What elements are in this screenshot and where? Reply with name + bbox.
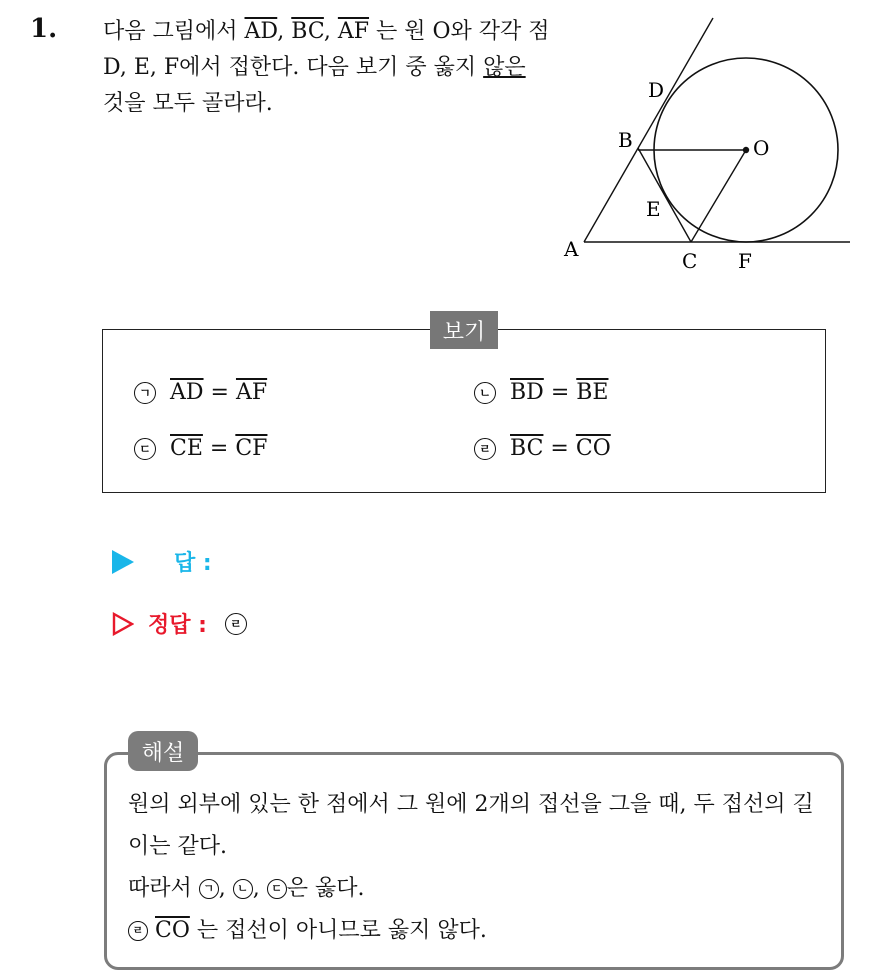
bogi-item-3 (134, 436, 267, 461)
question-text (103, 14, 553, 122)
lhs: $\overline{BC}$ (510, 436, 544, 461)
op: = (210, 380, 229, 405)
correct-answer-label: 정답 : (148, 613, 207, 638)
label-f: F (738, 249, 752, 273)
explanation-text (128, 784, 828, 952)
mark-icon: ㄷ (134, 438, 156, 460)
bogi-item-4 (474, 436, 611, 461)
lhs: $\overline{AD}$ (170, 380, 204, 405)
sep1: , (277, 19, 292, 44)
mark-icon: ㄹ (128, 921, 148, 941)
segment-co: $\overline{CO}$ (155, 918, 190, 943)
mark-icon: ㄴ (474, 382, 496, 404)
label-c: C (682, 249, 698, 273)
rhs: $\overline{CF}$ (235, 436, 268, 461)
label-b: B (618, 128, 633, 152)
rhs: $\overline{CO}$ (575, 436, 611, 461)
answer-label: 답 : (174, 551, 212, 576)
bogi-item-1 (134, 380, 267, 405)
explanation-line4 (128, 910, 828, 952)
explanation-line3: 따라서 ㄱ , ㄴ , ㄷ 은 옳다. (128, 876, 365, 901)
correct-mark-icon: ㄹ (225, 613, 247, 635)
mark-icon: ㄴ (233, 879, 253, 899)
line-oc (691, 150, 746, 242)
op: = (209, 436, 229, 461)
rhs: $\overline{AF}$ (235, 380, 268, 405)
question-text-mid: 는 원 O와 각각 점 D, E, F에서 접한다. 다음 보기 중 옳지 (103, 19, 550, 80)
bogi-title: 보기 (430, 311, 498, 349)
rhs: $\overline{BE}$ (576, 380, 609, 405)
question-number: 1. (30, 14, 58, 44)
label-a: A (564, 237, 579, 261)
mark-icon: ㄹ (474, 438, 496, 460)
question-text-post: 것을 모두 골라라. (103, 91, 273, 116)
op: = (550, 436, 569, 461)
segment-bc: $\overline{BC}$ (291, 19, 324, 44)
question-text-pre: 다음 그림에서 (103, 19, 245, 44)
segment-ad: $\overline{AD}$ (244, 19, 278, 44)
explanation-title: 해설 (128, 731, 198, 771)
line-bc (638, 148, 691, 242)
op: = (550, 380, 570, 405)
center-point (743, 147, 749, 153)
label-d: D (648, 78, 665, 102)
lhs: $\overline{CE}$ (170, 436, 203, 461)
line3-post: 은 옳다. (286, 876, 365, 901)
answer-row (112, 546, 212, 577)
lhs: $\overline{BD}$ (510, 380, 544, 405)
underlined-word: 않은 (483, 55, 526, 80)
label-o: O (753, 136, 770, 160)
bogi-box (102, 329, 826, 493)
geometry-figure (550, 10, 860, 280)
correct-answer-row (112, 608, 247, 639)
line4-post: 는 접선이 아니므로 옳지 않다. (189, 918, 487, 943)
mark-icon: ㄱ (134, 382, 156, 404)
label-e: E (646, 197, 661, 221)
mark-icon: ㄱ (199, 879, 219, 899)
mark-icon: ㄷ (267, 879, 287, 899)
bogi-item-2 (474, 380, 608, 405)
play-outline-icon (112, 612, 134, 636)
play-filled-icon (112, 550, 134, 574)
segment-af: $\overline{AF}$ (337, 19, 370, 44)
sep2: , (323, 19, 338, 44)
explanation-line1: 원의 외부에 있는 한 점에서 그 원에 2개의 접선을 그을 때, 두 접선의 길이는 같다. (128, 792, 814, 859)
line3-pre: 따라서 (128, 876, 199, 901)
